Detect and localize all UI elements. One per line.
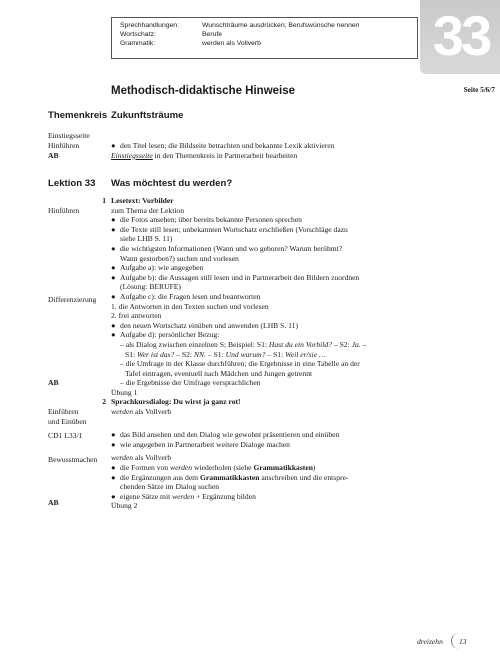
- bullet-icon: ●: [111, 491, 116, 501]
- bullet-icon: ●: [111, 263, 116, 273]
- list-item: chenden Sätze im Dialog suchen: [120, 482, 220, 492]
- list-item: ● Aufgabe d): persönlicher Bezug:: [111, 330, 220, 340]
- list-item: Übung 1: [111, 387, 138, 397]
- bullet-icon: ●: [111, 141, 116, 150]
- label-bewusstmachen: Bewusstmachen: [48, 455, 98, 464]
- label-ab: AB: [48, 151, 59, 160]
- list-item: ● die Fotos ansehen; über bereits bekannte Personen sprechen: [111, 215, 302, 225]
- label-cd-track: CD1 L33/1: [48, 431, 83, 440]
- block-1-content: [111, 196, 441, 397]
- bullet-icon: ●: [111, 439, 116, 449]
- label-einstiegsseite: Einstiegsseite: [48, 131, 90, 140]
- bullet-icon: ●: [111, 215, 116, 225]
- list-item: ● den Titel lesen; die Bildseite betrachten und bekannte Lexik aktivieren: [111, 141, 335, 150]
- list-item: Tafel eintragen, eventuell nach Mädchen und Jungen getrennt: [125, 368, 313, 378]
- page-number-word: dreizehn: [417, 637, 443, 646]
- block-number-2: 2: [102, 397, 106, 406]
- list-item: S1: Wer ist das? – S2: NN. – S1: Und warum? – S1: Weil er/sie …: [125, 349, 326, 359]
- list-item: ● Aufgabe a): wie angegeben: [111, 263, 204, 273]
- summary-row-grammatik: Grammatik: werden als Vollverb: [120, 40, 261, 47]
- list-item: ● Aufgabe b): die Aussagen still lesen und in Partnerarbeit den Bildern zuordnen: [111, 272, 360, 282]
- list-item: (Lösung: BERUFE): [120, 282, 181, 292]
- list-item: werden als Vollverb: [111, 453, 172, 463]
- summary-row-wortschatz: Wortschatz: Berufe: [120, 31, 223, 38]
- section-label-themenkreis: Themenkreis: [48, 110, 108, 121]
- summary-row-sprechhandlungen: Sprechhandlungen: Wunschträume ausdrücken; Berufswünsche nennen: [120, 22, 360, 29]
- label-hinfuehren: Hinführen: [48, 206, 80, 215]
- page-footer: [417, 633, 477, 649]
- chapter-number: 33: [432, 4, 490, 67]
- block-number-1: 1: [102, 196, 106, 205]
- bullet-icon: ●: [111, 272, 116, 282]
- block-2-content: [111, 397, 441, 511]
- list-item: ● Aufgabe c): die Fragen lesen und beantworten: [111, 291, 261, 301]
- list-item: – die Umfrage in der Klasse durchführen; die Ergebnisse in eine Tabelle an der: [120, 359, 360, 369]
- list-item: siehe LHB S. 11): [120, 234, 173, 244]
- page-number: 13: [459, 637, 467, 646]
- section-label-lektion: Lektion 33: [48, 178, 96, 189]
- bullet-icon: ●: [111, 472, 116, 482]
- list-item: 1. die Antworten in den Texten suchen und vorlesen: [111, 301, 269, 311]
- label-einfuehren: Einführen: [48, 407, 79, 416]
- list-item: Einstiegsseite in den Themenkreis in Partnerarbeit bearbeiten: [111, 150, 298, 160]
- bullet-icon: ●: [111, 462, 116, 472]
- list-item: – die Ergebnisse der Umfrage versprachlichen: [120, 378, 261, 388]
- page-reference: Seite 5/6/7: [463, 86, 495, 94]
- list-item: 2. frei antworten: [111, 311, 162, 321]
- list-item: Wann gestorben?) suchen und vorlesen: [120, 253, 239, 263]
- block-heading: Sprachkursdialog: Du wirst ja ganz rot!: [111, 397, 241, 406]
- bullet-icon: ●: [111, 243, 116, 253]
- list-item: ● das Bild ansehen und den Dialog wie gewohnt präsentieren und einüben: [111, 430, 340, 440]
- block-heading: Lesetext: Vorbilder: [111, 196, 174, 205]
- label-hinfuehren: Hinführen: [48, 141, 80, 150]
- list-item: ● die Texte still lesen; unbekannten Wortschatz erschließen (Vorschläge dazu: [111, 224, 348, 234]
- label-ab: AB: [48, 498, 59, 507]
- page-title: Methodisch-didaktische Hinweise: [111, 85, 296, 97]
- list-item: ● wie angegeben in Partnerarbeit weitere Dialoge machen: [111, 439, 290, 449]
- list-item: ● die Ergänzungen aus dem Grammatikkasten anschreiben und die entspre-: [111, 472, 349, 482]
- section-title-themenkreis: Zukunftsträume: [111, 110, 184, 121]
- chapter-badge: [420, 0, 500, 74]
- list-item: – als Dialog zwischen einzelnen S; Beispiel: S1: Hast du ein Vorbild? – S2: Ja. –: [120, 339, 367, 349]
- bullet-icon: ●: [111, 224, 116, 234]
- bullet-icon: ●: [111, 291, 116, 301]
- list-item: zum Thema der Lektion: [111, 205, 185, 215]
- list-item: werden als Vollverb: [111, 406, 172, 416]
- list-item: Übung 2: [111, 501, 138, 511]
- bullet-icon: ●: [111, 330, 116, 340]
- list-item: ● den neuen Wortschatz einüben und anwenden (LHB S. 11): [111, 320, 299, 330]
- list-item: ● die Formen von werden wiederholen (siehe Grammatikkasten): [111, 462, 316, 472]
- label-differenzierung: Differenzierung: [48, 295, 97, 304]
- lesson-summary-box: [111, 17, 418, 59]
- list-item: ● eigene Sätze mit werden + Ergänzung bilden: [111, 491, 256, 501]
- section-title-lektion: Was möchtest du werden?: [111, 178, 233, 189]
- label-ab: AB: [48, 378, 59, 387]
- bullet-icon: ●: [111, 320, 116, 330]
- list-item: ● die wichtigsten Informationen (Wann und wo geboren? Warum berühmt?: [111, 243, 343, 253]
- bullet-icon: ●: [111, 430, 116, 440]
- label-und-einueben: und Einüben: [48, 417, 87, 426]
- themenkreis-content: [111, 141, 441, 160]
